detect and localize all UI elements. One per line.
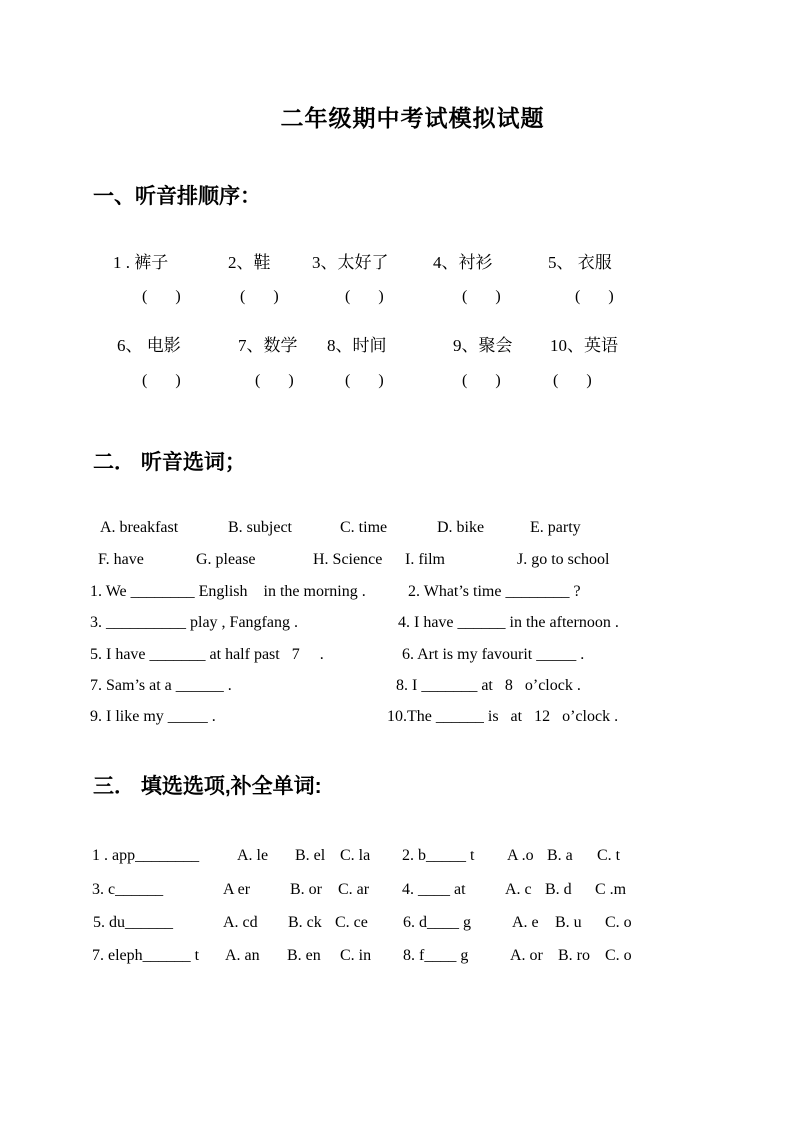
s3-option: C .m — [595, 881, 627, 898]
s3-option: A. e — [512, 914, 539, 931]
s3-question: 3. c______ — [92, 881, 164, 898]
answer-blank: ( ) — [240, 288, 279, 305]
s3-option: B. en — [287, 947, 321, 964]
answer-blank: ( ) — [462, 288, 501, 305]
answer-blank: ( ) — [575, 288, 614, 305]
word-bank-item: H. Science — [313, 551, 383, 568]
s3-option: A. cd — [223, 914, 258, 931]
s1-item: 2、鞋 — [228, 253, 271, 272]
s3-option: C. o — [605, 947, 632, 964]
s3-option: C. in — [340, 947, 372, 964]
s1-item: 3、太好了 — [312, 253, 389, 272]
s3-question: 5. du______ — [93, 914, 173, 931]
s3-option: B. ck — [288, 914, 322, 931]
section2-heading: 二． 听音选词； — [93, 451, 246, 474]
word-bank-item: D. bike — [437, 519, 485, 536]
fill-blank-question: 1. We ________ English in the morning . — [90, 583, 366, 600]
s1-item: 10、英语 — [550, 336, 618, 355]
exam-title: 二年级期中考试模拟试题 — [280, 105, 545, 131]
s3-option: C. la — [340, 847, 371, 864]
fill-blank-question: 9. I like my _____ . — [90, 708, 216, 725]
word-bank-item: G. please — [196, 551, 256, 568]
fill-blank-question: 6. Art is my favourit _____ . — [402, 646, 585, 663]
word-bank-item: B. subject — [228, 519, 292, 536]
section1-heading: 一、听音排顺序： — [93, 185, 261, 208]
s3-option: A. le — [237, 847, 269, 864]
s1-item: 5、 衣服 — [548, 253, 612, 272]
s1-item: 8、时间 — [327, 336, 387, 355]
s3-option: C. t — [597, 847, 621, 864]
s3-option: A. an — [225, 947, 260, 964]
s1-item: 9、聚会 — [453, 336, 513, 355]
fill-blank-question: 5. I have _______ at half past 7 . — [90, 646, 324, 663]
word-bank-item: F. have — [98, 551, 144, 568]
s1-item: 7、数学 — [238, 336, 298, 355]
word-bank-item: A. breakfast — [100, 519, 179, 536]
answer-blank: ( ) — [142, 288, 181, 305]
word-bank-item: C. time — [340, 519, 388, 536]
s3-option: A. c — [505, 881, 532, 898]
s3-question: 8. f____ g — [403, 947, 469, 964]
answer-blank: ( ) — [142, 372, 181, 389]
s1-item: 6、 电影 — [117, 336, 181, 355]
section3-heading: 三． 填选选项,补全单词: — [93, 775, 322, 798]
fill-blank-question: 7. Sam’s at a ______ . — [90, 677, 232, 694]
fill-blank-question: 10.The ______ is at 12 o’clock . — [387, 708, 619, 725]
answer-blank: ( ) — [345, 372, 384, 389]
fill-blank-question: 4. I have ______ in the afternoon . — [398, 614, 619, 631]
s3-option: B. a — [547, 847, 573, 864]
answer-blank: ( ) — [345, 288, 384, 305]
word-bank-item: I. film — [405, 551, 445, 568]
word-bank-item: E. party — [530, 519, 581, 536]
s3-option: C. ce — [335, 914, 368, 931]
s3-question: 6. d____ g — [403, 914, 471, 931]
s3-option: B. el — [295, 847, 326, 864]
s3-option: A. or — [510, 947, 543, 964]
s3-option: C. ar — [338, 881, 370, 898]
s1-item: 4、衬衫 — [433, 253, 493, 272]
s3-question: 7. eleph______ t — [92, 947, 200, 964]
s3-question: 4. ____ at — [402, 881, 466, 898]
word-bank-item: J. go to school — [517, 551, 610, 568]
s3-option: B. or — [290, 881, 322, 898]
s3-option: B. u — [555, 914, 582, 931]
fill-blank-question: 2. What’s time ________ ? — [408, 583, 581, 600]
fill-blank-question: 3. __________ play , Fangfang . — [90, 614, 298, 631]
s3-option: C. o — [605, 914, 632, 931]
answer-blank: ( ) — [553, 372, 592, 389]
s3-option: A er — [223, 881, 251, 898]
answer-blank: ( ) — [462, 372, 501, 389]
s3-question: 2. b_____ t — [402, 847, 475, 864]
s3-option: B. d — [545, 881, 572, 898]
s3-option: A .o — [507, 847, 534, 864]
fill-blank-question: 8. I _______ at 8 o’clock . — [396, 677, 581, 694]
s3-question: 1 . app________ — [92, 847, 200, 864]
s3-option: B. ro — [558, 947, 590, 964]
answer-blank: ( ) — [255, 372, 294, 389]
s1-item: 1 . 裤子 — [113, 253, 169, 272]
